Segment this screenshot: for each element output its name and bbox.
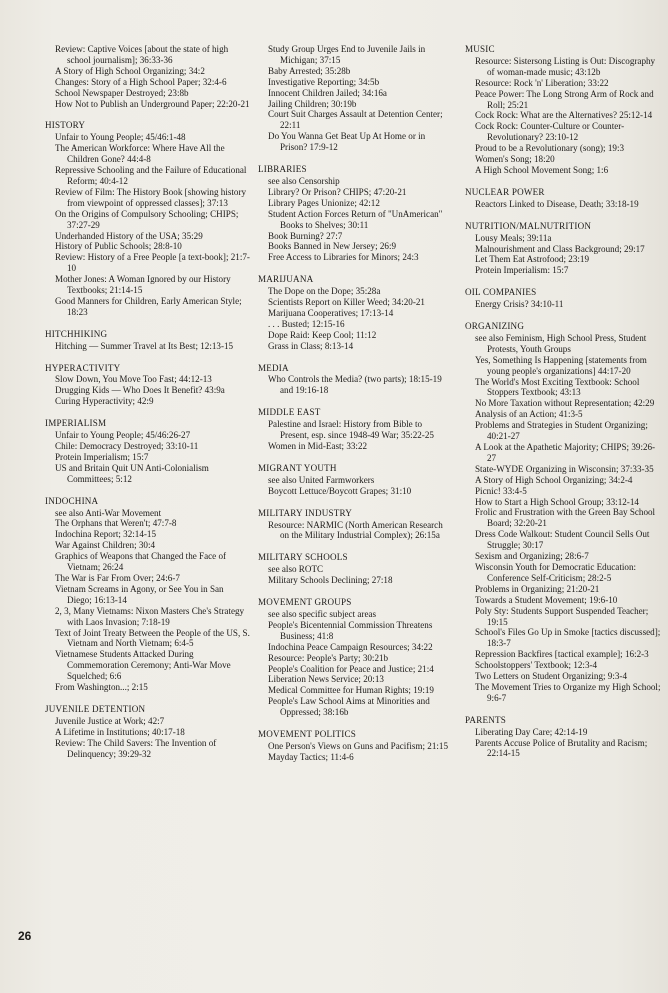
index-entry: see also Feminism, High School Press, Student Protests, Youth Groups <box>475 332 647 354</box>
index-entry: US and Britain Quit UN Anti-Colonialism Committees; 5:12 <box>55 462 209 484</box>
section-heading: IMPERIALISM <box>45 418 107 429</box>
index-entry: The American Workforce: Where Have All the Children Gone? 44:4-8 <box>55 143 225 165</box>
index-section <box>258 508 453 542</box>
index-section <box>465 44 663 176</box>
index-entry: Unfair to Young People; 45/46:26-27 <box>55 430 191 441</box>
index-entry: Good Manners for Children, Early American Style; 18:23 <box>55 295 242 317</box>
index-entry: The War is Far From Over; 24:6-7 <box>55 572 180 583</box>
index-entry: see also Anti-War Movement <box>55 507 162 518</box>
index-entry: Study Group Urges End to Juvenile Jails in Michigan; 37:15 <box>268 44 426 65</box>
index-entry: Malnourishment and Class Background; 29:17 <box>475 243 645 254</box>
section-heading: PARENTS <box>465 714 506 725</box>
index-entry: Graphics of Weapons that Changed the Face of Vietnam; 26:24 <box>55 551 227 573</box>
section-heading: MOVEMENT GROUPS <box>258 597 352 608</box>
index-entry: Cock Rock: Counter-Culture or Counter-Revolutionary? 23:10-12 <box>475 121 625 143</box>
index-section <box>45 329 250 352</box>
index-entry: School Newspaper Destroyed; 23:8b <box>55 87 189 98</box>
section-heading: OIL COMPANIES <box>465 287 537 298</box>
index-entry: Military Schools Declining; 27:18 <box>268 575 393 586</box>
index-entry: Resource: NARMIC (North American Research on the Military Industrial Complex); 26:15a <box>268 519 443 541</box>
index-entry: Scientists Report on Killer Weed; 34:20-21 <box>268 297 425 308</box>
index-entry: Dress Code Walkout: Student Council Sells Out Struggle; 30:17 <box>475 529 650 551</box>
index-section <box>258 597 453 718</box>
index-entry: People's Law School Aims at Minorities and Oppressed; 38:16b <box>268 696 430 718</box>
section-heading: INDOCHINA <box>45 495 99 506</box>
index-entry: see also United Farmworkers <box>268 474 375 485</box>
index-entry: Boycott Lettuce/Boycott Grapes; 31:10 <box>268 485 412 496</box>
index-entry: The World's Most Exciting Textbook: School Stoppers Textbook; 43:13 <box>475 376 640 398</box>
index-entry: see also specific subject areas <box>268 608 377 619</box>
index-entry: Books Banned in New Jersey; 26:9 <box>268 241 397 252</box>
index-entry: People's Coalition for Peace and Justice; 21:4 <box>268 663 434 674</box>
index-column-2 <box>258 44 453 763</box>
index-entry: Vietnamese Students Attacked During Commemoration Ceremony; Anti-War Move Squelched; 6:6 <box>55 649 231 682</box>
index-section <box>465 221 663 277</box>
index-entry: Reactors Linked to Disease, Death; 33:18-19 <box>475 198 639 209</box>
index-entry: School's Files Go Up in Smoke [tactics discussed]; 18:3-7 <box>475 627 661 649</box>
section-heading: NUTRITION/MALNUTRITION <box>465 220 592 231</box>
index-entry: Marijuana Cooperatives; 17:13-14 <box>268 307 394 318</box>
index-entry: Juvenile Justice at Work; 42:7 <box>55 715 165 726</box>
index-section <box>258 44 453 153</box>
index-entry: Lousy Meals; 39:11a <box>475 232 552 243</box>
index-entry: Dope Raid: Keep Cool; 11:12 <box>268 329 377 340</box>
index-section <box>45 704 250 760</box>
index-entry: Student Action Forces Return of "UnAmerican" Books to Shelves; 30:11 <box>268 208 443 230</box>
index-entry: People's Bicentennial Commission Threatens Business; 41:8 <box>268 619 433 641</box>
section-heading: JUVENILE DETENTION <box>45 703 146 714</box>
index-entry: Women's Song; 18:20 <box>475 154 555 165</box>
index-section <box>45 44 250 109</box>
index-section <box>465 715 663 760</box>
index-entry: Problems in Organizing; 21:20-21 <box>475 583 600 594</box>
index-entry: Parents Accuse Police of Brutality and Racism; 22:14-15 <box>475 737 648 759</box>
index-entry: Underhanded History of the USA; 35:29 <box>55 230 203 241</box>
index-section <box>45 363 250 408</box>
index-entry: From Washington...; 2:15 <box>55 682 148 693</box>
index-entry: see also ROTC <box>268 564 324 575</box>
index-entry: A High School Movement Song; 1:6 <box>475 164 609 175</box>
index-entry: Sexism and Organizing; 28:6-7 <box>475 551 589 562</box>
index-entry: Free Access to Libraries for Minors; 24:3 <box>268 252 419 263</box>
index-entry: A Look at the Apathetic Majority; CHIPS; 39:26-27 <box>475 442 656 463</box>
index-entry: History of Public Schools; 28:8-10 <box>55 241 182 252</box>
index-entry: Proud to be a Revolutionary (song); 19:3 <box>475 143 625 154</box>
index-entry: The Movement Tries to Organize my High School; 9:6-7 <box>475 681 661 703</box>
index-entry: Schoolstoppers' Textbook; 12:3-4 <box>475 660 598 671</box>
index-column-1 <box>45 44 250 759</box>
index-entry: Hitching — Summer Travel at Its Best; 12:13-15 <box>55 340 234 351</box>
index-entry: The Dope on the Dope; 35:28a <box>268 286 381 297</box>
index-entry: A Story of High School Organizing; 34:2-4 <box>475 474 633 485</box>
index-entry: Curing Hyperactivity; 42:9 <box>55 396 154 407</box>
index-entry: Changes: Story of a High School Paper; 32:4-6 <box>55 76 227 87</box>
index-entry: Liberating Day Care; 42:14-19 <box>475 726 588 737</box>
index-entry: Repressive Schooling and the Failure of Educational Reform; 40:4-12 <box>55 165 247 186</box>
index-entry: The Orphans that Weren't; 47:7-8 <box>55 518 177 529</box>
section-heading: MUSIC <box>465 44 495 54</box>
index-entry: Liberation News Service; 20:13 <box>268 674 384 685</box>
section-heading: NUCLEAR POWER <box>465 186 545 197</box>
index-entry: Medical Committee for Human Rights; 19:19 <box>268 685 434 696</box>
index-entry: Palestine and Israel: History from Bible to Present, esp. since 1948-49 War; 35:22-25 <box>268 419 434 441</box>
index-entry: Yes, Something Is Happening [statements from young people's organizations] 44:17-20 <box>475 354 647 376</box>
index-entry: Review: The Child Savers: The Invention of Delinquency; 39:29-32 <box>55 737 217 759</box>
index-entry: Review: History of a Free People [a text-book]; 21:7-10 <box>55 252 250 274</box>
index-entry: Mayday Tactics; 11:4-6 <box>268 751 354 762</box>
index-entry: see also Censorship <box>268 175 340 186</box>
index-entry: Protein Imperialism; 15:7 <box>55 451 149 462</box>
index-entry: Slow Down, You Move Too Fast; 44:12-13 <box>55 374 212 385</box>
index-entry: Wisconsin Youth for Democratic Education: Conference Self-Criticism; 28:2-5 <box>475 561 637 583</box>
index-entry: How to Start a High School Group; 33:12-14 <box>475 496 639 507</box>
page-number: 26 <box>18 929 32 943</box>
index-section <box>465 287 663 310</box>
index-entry: Peace Power: The Long Strong Arm of Rock and Roll; 25:21 <box>475 88 654 110</box>
index-entry: Chile: Democracy Destroyed; 33:10-11 <box>55 441 199 451</box>
index-entry: Resource: People's Party; 30:21b <box>268 652 389 663</box>
index-entry: . . . Busted; 12:15-16 <box>268 318 345 329</box>
index-entry: Library? Or Prison? CHIPS; 47:20-21 <box>268 186 407 197</box>
index-entry: Book Burning? 27:7 <box>268 230 343 241</box>
index-entry: Review of Film: The History Book [showing history from viewpoint of oppressed classes]; 37:13 <box>55 186 247 208</box>
index-entry: Text of Joint Treaty Between the People of the US, S. Vietnam and North Vietnam; 6:4-5 <box>55 627 250 649</box>
index-section <box>258 729 453 763</box>
index-section <box>45 120 250 317</box>
index-entry: Drugging Kids — Who Does It Benefit? 43:9a <box>55 385 225 396</box>
index-entry: Court Suit Charges Assault at Detention Center; 22:11 <box>268 109 443 131</box>
index-entry: Energy Crisis? 34:10-11 <box>475 299 564 310</box>
index-entry: Picnic! 33:4-5 <box>475 485 527 496</box>
index-entry: Resource: Sistersong Listing is Out: Discography of woman-made music; 43:12b <box>475 55 656 77</box>
section-heading: MILITARY SCHOOLS <box>258 552 348 563</box>
index-entry: Review: Captive Voices [about the state of high school journalism]; 36:33-36 <box>55 44 229 65</box>
index-entry: Library Pages Unionize; 42:12 <box>268 197 380 208</box>
index-entry: Analysis of an Action; 41:3-5 <box>475 409 583 420</box>
index-entry: A Story of High School Organizing; 34:2 <box>55 65 205 76</box>
index-section <box>258 363 453 397</box>
index-section <box>258 274 453 351</box>
index-entry: Cock Rock: What are the Alternatives? 25:12-14 <box>475 110 653 121</box>
index-section <box>258 552 453 586</box>
section-heading: MARIJUANA <box>258 274 314 285</box>
index-section <box>45 418 250 484</box>
index-section <box>258 463 453 497</box>
index-section <box>45 496 250 693</box>
index-entry: On the Origins of Compulsory Schooling; CHIPS; 37:27-29 <box>55 208 239 230</box>
index-entry: Innocent Children Jailed; 34:16a <box>268 87 387 98</box>
index-entry: 2, 3, Many Vietnams: Nixon Masters Che's Strategy with Laos Invasion; 7:18-19 <box>55 605 245 627</box>
index-entry: Investigative Reporting; 34:5b <box>268 76 380 87</box>
section-heading: HYPERACTIVITY <box>45 362 121 373</box>
index-entry: State-WYDE Organizing in Wisconsin; 37:33-35 <box>475 463 654 474</box>
index-entry: Vietnam Screams in Agony, or See You in San Diego; 16:13-14 <box>55 583 224 605</box>
index-entry: Poly Sty: Students Support Suspended Teacher; 19:15 <box>475 605 649 627</box>
index-section <box>465 187 663 210</box>
index-entry: No More Taxation without Representation; 42:29 <box>475 398 655 409</box>
index-entry: Jailing Children; 30:19b <box>268 98 357 109</box>
section-heading: MIDDLE EAST <box>258 407 321 418</box>
index-entry: One Person's Views on Guns and Pacifism; 21:15 <box>268 740 449 751</box>
section-heading: MILITARY INDUSTRY <box>258 507 353 518</box>
index-section <box>465 321 663 704</box>
section-heading: ORGANIZING <box>465 321 525 332</box>
section-heading: MOVEMENT POLITICS <box>258 729 356 740</box>
index-section <box>258 407 453 452</box>
index-entry: Unfair to Young People; 45/46:1-48 <box>55 132 186 143</box>
section-heading: MIGRANT YOUTH <box>258 462 337 473</box>
index-entry: Indochina Report; 32:14-15 <box>55 529 157 540</box>
index-column-3 <box>465 44 663 759</box>
index-entry: Let Them Eat Astrofood; 23:19 <box>475 254 589 265</box>
index-entry: A Lifetime in Institutions; 40:17-18 <box>55 726 185 737</box>
index-entry: Towards a Student Movement; 19:6-10 <box>475 594 618 605</box>
index-entry: Who Controls the Media? (two parts); 18:15-19 and 19:16-18 <box>268 374 442 396</box>
index-entry: War Against Children; 30:4 <box>55 540 156 551</box>
index-entry: Problems and Strategies in Student Organizing; 40:21-27 <box>475 420 648 442</box>
index-entry: Mother Jones: A Woman Ignored by our History Textbooks; 21:14-15 <box>55 274 231 296</box>
index-entry: Protein Imperialism: 15:7 <box>475 265 569 276</box>
index-entry: Indochina Peace Campaign Resources; 34:22 <box>268 641 433 652</box>
index-entry: Baby Arrested; 35:28b <box>268 65 351 76</box>
index-entry: Do You Wanna Get Beat Up At Home or in Prison? 17:9-12 <box>268 131 426 153</box>
section-heading: HITCHHIKING <box>45 328 108 339</box>
section-heading: HISTORY <box>45 120 86 131</box>
index-entry: Women in Mid-East; 33:22 <box>268 441 368 451</box>
index-entry: Frolic and Frustration with the Green Bay School Board; 32:20-21 <box>475 507 656 529</box>
index-entry: Repression Backfires [tactical example]; 16:2-3 <box>475 649 649 660</box>
index-entry: How Not to Publish an Underground Paper; 22:20-21 <box>55 98 250 109</box>
index-entry: Grass in Class; 8:13-14 <box>268 340 354 351</box>
section-heading: MEDIA <box>258 362 289 373</box>
index-entry: Two Letters on Student Organizing; 9:3-4 <box>475 671 627 682</box>
index-section <box>258 164 453 263</box>
section-heading: LIBRARIES <box>258 164 307 175</box>
index-entry: Resource: Rock 'n' Liberation; 33:22 <box>475 77 609 88</box>
